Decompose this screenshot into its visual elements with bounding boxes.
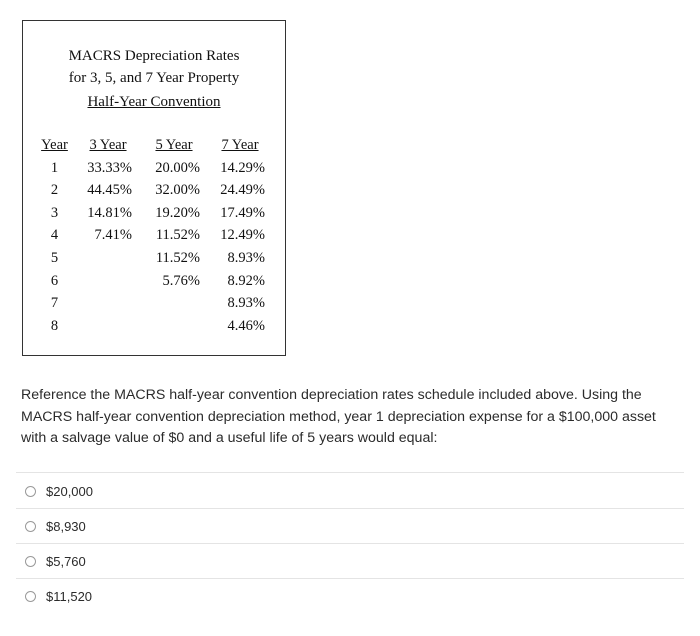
rate-7-year-cell: 12.49%: [220, 227, 265, 244]
divider: [16, 543, 684, 544]
rate-7-year-cell: 14.29%: [220, 159, 265, 176]
rate-3-year-cell: 44.45%: [87, 182, 132, 199]
answer-label[interactable]: $20,000: [46, 483, 93, 499]
header-7-year: 7 Year: [221, 137, 259, 153]
divider: [16, 472, 684, 473]
year-cell: 2: [50, 182, 59, 199]
divider: [16, 508, 684, 509]
rate-3-year-cell: 14.81%: [87, 204, 132, 221]
year-cell: 6: [50, 272, 59, 289]
rate-7-year-cell: 8.93%: [227, 249, 265, 266]
year-cell: 1: [50, 159, 59, 176]
rate-5-year-cell: 5.76%: [162, 272, 200, 289]
answer-option-4[interactable]: [25, 586, 92, 606]
rate-5-year-cell: 32.00%: [155, 182, 200, 199]
rate-7-year-cell: 17.49%: [220, 204, 265, 221]
header-3-year: 3 Year: [89, 137, 127, 153]
header-5-year: 5 Year: [155, 137, 193, 153]
question-text: Reference the MACRS half-year convention depreciation rates schedule included above. Using the MACRS half-year convention depreciation method, year 1 depreciation expense for a $100,000 asset with a salvage value of $0 and a useful life of 5 years would equal:: [21, 387, 656, 446]
table-row: [23, 160, 285, 183]
radio-button-icon[interactable]: [25, 486, 36, 497]
rate-5-year-cell: 19.20%: [155, 204, 200, 221]
answer-label[interactable]: $11,520: [46, 588, 93, 604]
year-cell: 3: [50, 204, 59, 221]
table-row: [23, 250, 285, 273]
header-row: [23, 137, 285, 160]
answer-option-2[interactable]: [25, 516, 86, 536]
rate-3-year-cell: 33.33%: [87, 159, 132, 176]
radio-button-icon[interactable]: [25, 591, 36, 602]
table-convention: [23, 94, 285, 111]
rate-7-year-cell: 8.92%: [227, 272, 265, 289]
rate-5-year-cell: 20.00%: [155, 159, 200, 176]
table-row: [23, 295, 285, 318]
answer-label[interactable]: $5,760: [46, 553, 86, 569]
rate-5-year-cell: 11.52%: [155, 249, 200, 266]
table-row: [23, 205, 285, 228]
answer-label[interactable]: $8,930: [46, 518, 86, 534]
year-cell: 8: [50, 317, 59, 334]
radio-button-icon[interactable]: [25, 556, 36, 567]
year-cell: 4: [50, 227, 59, 244]
rate-3-year-cell: 7.41%: [94, 227, 132, 244]
table-subtitle: for 3, 5, and 7 Year Property: [68, 70, 240, 86]
table-row: [23, 318, 285, 341]
radio-button-icon[interactable]: [25, 521, 36, 532]
header-year: Year: [41, 137, 68, 153]
table-row: [23, 273, 285, 296]
rate-7-year-cell: 24.49%: [220, 182, 265, 199]
answer-option-3[interactable]: [25, 551, 86, 571]
rate-7-year-cell: 4.46%: [227, 317, 265, 334]
answer-option-1[interactable]: [25, 481, 93, 501]
rate-5-year-cell: 11.52%: [155, 227, 200, 244]
year-cell: 7: [50, 295, 59, 312]
year-cell: 5: [50, 249, 59, 266]
macrs-rate-table: [22, 20, 286, 356]
table-convention-label: Half-Year Convention: [87, 94, 221, 110]
divider: [16, 578, 684, 579]
table-row: [23, 227, 285, 250]
table-row: [23, 182, 285, 205]
rate-7-year-cell: 8.93%: [227, 295, 265, 312]
table-title: MACRS Depreciation Rates: [68, 48, 240, 64]
rates-grid: [23, 137, 285, 340]
